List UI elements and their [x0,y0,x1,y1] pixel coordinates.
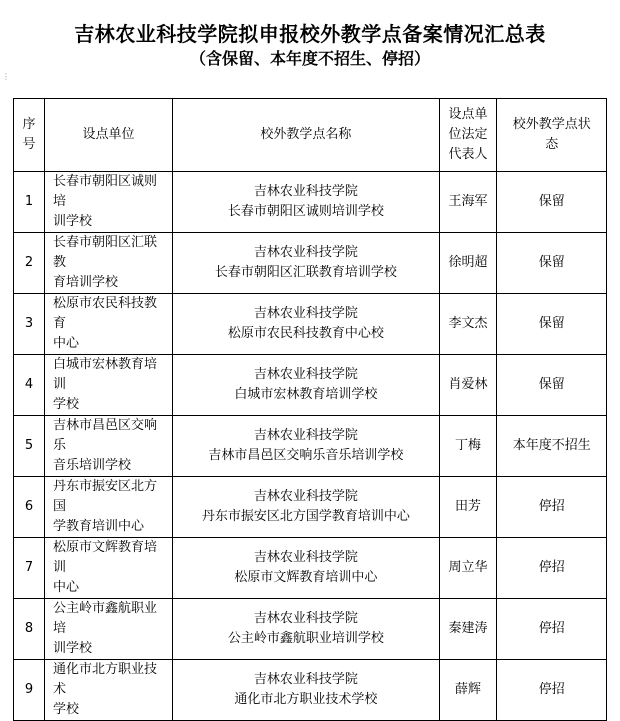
table-row [14,294,607,355]
cell-no: 3 [14,294,45,355]
cell-point-line: 吉林市昌邑区交响乐音乐培训学校 [208,448,404,463]
cell-point [173,538,440,599]
header-no [14,99,45,172]
cell-point-line: 通化市北方职业技术学校 [234,692,378,707]
cell-no: 5 [14,416,45,477]
cell-unit-line: 育培训学校 [52,275,118,290]
cell-point [173,599,440,660]
cell-unit [44,416,172,477]
cell-no: 7 [14,538,45,599]
cell-point [173,172,440,233]
cell-point-line: 白城市宏林教育培训学校 [234,387,378,402]
cell-point-line: 吉林农业科技学院 [253,306,358,321]
table-row [14,355,607,416]
document-subtitle: （含保留、本年度不招生、停招） [189,49,430,68]
cell-status: 停招 [497,538,607,599]
cell-status: 停招 [497,477,607,538]
table-row [14,172,607,233]
cell-point-line: 长春市朝阳区汇联教育培训学校 [214,265,397,280]
cell-status: 停招 [497,599,607,660]
cell-unit [44,538,172,599]
cell-unit [44,294,172,355]
cell-unit-line: 通化市北方职业技术 [52,662,157,697]
header-status [497,99,607,172]
cell-point [173,294,440,355]
table-header-row [14,99,607,172]
header-rep-line: 代表人 [448,147,488,162]
cell-rep: 秦建涛 [439,599,497,660]
cell-status: 停招 [497,660,607,721]
header-status-line: 校外教学点状 [512,117,591,132]
cell-unit-line: 中心 [52,580,79,595]
cell-unit [44,355,172,416]
header-rep [439,99,497,172]
header-unit: 设点单位 [44,99,172,172]
cell-point-line: 吉林农业科技学院 [253,672,358,687]
cell-point-line: 吉林农业科技学院 [253,428,358,443]
document-title: 吉林农业科技学院拟申报校外教学点备案情况汇总表 [74,22,546,46]
header-status-line: 态 [545,137,559,152]
header-no-line: 号 [22,137,36,152]
cell-unit-line: 松原市文辉教育培训 [52,540,157,575]
cell-unit-line: 训学校 [52,641,92,656]
header-no-line: 序 [22,117,36,132]
cell-point-line: 丹东市振安区北方国学教育培训中心 [201,509,410,524]
cell-point-line: 吉林农业科技学院 [253,489,358,504]
cell-unit [44,477,172,538]
cell-rep: 李文杰 [439,294,497,355]
cell-unit-line: 长春市朝阳区诚则培 [52,174,157,209]
table-row [14,538,607,599]
table-body [14,172,607,721]
cell-no: 1 [14,172,45,233]
cell-status: 保留 [497,294,607,355]
cell-unit [44,172,172,233]
table-row [14,660,607,721]
cell-unit-line: 学校 [52,702,79,717]
record-table [13,98,607,721]
cell-no: 9 [14,660,45,721]
cell-point-line: 长春市朝阳区诚则培训学校 [227,204,384,219]
cell-unit [44,233,172,294]
cell-unit-line: 公主岭市鑫航职业培 [52,601,157,636]
cell-point [173,477,440,538]
cell-rep: 肖爱林 [439,355,497,416]
cell-unit [44,599,172,660]
header-rep-line: 设点单 [448,107,488,122]
cell-point-line: 吉林农业科技学院 [253,550,358,565]
cell-unit-line: 吉林市昌邑区交响乐 [52,418,157,453]
header-rep-line: 位法定 [448,127,488,142]
cell-point-line: 松原市文辉教育培训中心 [234,570,378,585]
cell-unit-line: 学教育培训中心 [52,519,144,534]
cell-rep: 周立华 [439,538,497,599]
cell-point [173,355,440,416]
cell-unit-line: 丹东市振安区北方国 [52,479,157,514]
cell-point-line: 公主岭市鑫航职业培训学校 [227,631,384,646]
table-row [14,477,607,538]
cell-rep: 丁梅 [439,416,497,477]
cell-no: 2 [14,233,45,294]
cell-point [173,416,440,477]
cell-point-line: 松原市农民科技教育中心校 [227,326,384,341]
header-point: 校外教学点名称 [173,99,440,172]
table-row [14,416,607,477]
cell-no: 8 [14,599,45,660]
cell-unit-line: 松原市农民科技教育 [52,296,157,331]
cell-status: 保留 [497,355,607,416]
table-row [14,599,607,660]
cell-no: 6 [14,477,45,538]
cell-unit-line: 训学校 [52,214,92,229]
cell-unit-line: 长春市朝阳区汇联教 [52,235,157,270]
cell-point [173,660,440,721]
cell-status: 本年度不招生 [497,416,607,477]
cell-unit-line: 音乐培训学校 [52,458,131,473]
cell-unit [44,660,172,721]
cell-rep: 田芳 [439,477,497,538]
cell-point-line: 吉林农业科技学院 [253,367,358,382]
cell-status: 保留 [497,172,607,233]
cell-point [173,233,440,294]
cell-rep: 王海军 [439,172,497,233]
cell-unit-line: 中心 [52,336,79,351]
cell-rep: 薛辉 [439,660,497,721]
cell-point-line: 吉林农业科技学院 [253,184,358,199]
table-row [14,233,607,294]
cell-point-line: 吉林农业科技学院 [253,245,358,260]
cell-unit-line: 白城市宏林教育培训 [52,357,157,392]
drag-handle-icon: ⋮ [2,72,10,81]
cell-status: 保留 [497,233,607,294]
cell-unit-line: 学校 [52,397,79,412]
cell-rep: 徐明超 [439,233,497,294]
cell-point-line: 吉林农业科技学院 [253,611,358,626]
cell-no: 4 [14,355,45,416]
